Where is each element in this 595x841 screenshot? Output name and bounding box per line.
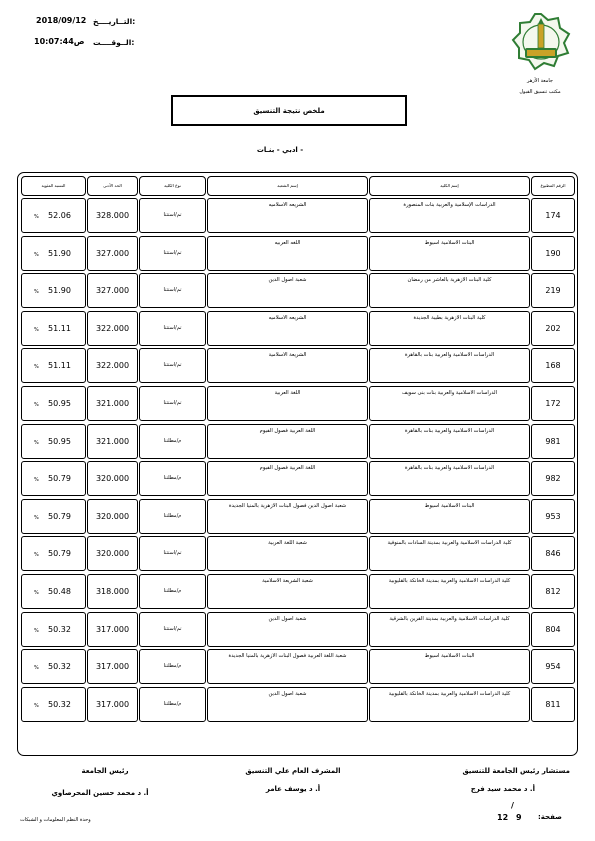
table-row — [0, 348, 595, 383]
signature-supervisor-name: أ. د يوسف عامر — [265, 785, 321, 793]
table-row — [0, 536, 595, 571]
row-type: م/مطلتنا — [163, 701, 182, 707]
row-code: 846 — [545, 549, 561, 558]
signature-president-name: أ. د محمد حسين المحرصاوي — [51, 789, 149, 797]
row-branch: اللغة العربية فصول الفيوم — [259, 465, 316, 471]
university-seal-icon — [510, 12, 572, 72]
row-percent: 51.90 — [48, 249, 71, 258]
university-name: جامعة الأزهر — [526, 78, 554, 84]
row-type: تم/استثنا — [163, 325, 182, 331]
row-percent: 50.79 — [48, 549, 71, 558]
row-college: كلية الدراسات الاسلامية والعربية بمدينة القرين بالشرقية — [389, 616, 510, 622]
row-branch: اللغه العربيه — [274, 240, 301, 246]
row-branch: شعبة اصول الدين فصول البنات الازهرية بالمنيا الجديدة — [228, 503, 347, 509]
row-min-score: 320.000 — [95, 549, 130, 558]
row-type: تم/استثنا — [163, 250, 182, 256]
row-code: 168 — [545, 361, 561, 370]
row-percent-sign: % — [34, 402, 39, 408]
row-college: كلية الدراسات الاسلامية والعربية بمدينة السادات بالمنوفية — [387, 540, 512, 546]
table-row — [0, 649, 595, 684]
row-code: 981 — [545, 437, 561, 446]
header-min-score: الحد الأدنى — [87, 176, 138, 196]
row-type: تم/استثنا — [163, 550, 182, 556]
university-logo — [510, 12, 572, 72]
row-type: تم/استثنا — [163, 287, 182, 293]
row-code: 811 — [545, 700, 561, 709]
row-type: تم/استثنا — [163, 212, 182, 218]
row-percent: 50.95 — [48, 399, 71, 408]
row-min-score: 321.000 — [95, 437, 130, 446]
row-min-score: 317.000 — [95, 662, 130, 671]
row-min-score: 327.000 — [95, 249, 130, 258]
department-name: وحدة النظم المعلومات و الشبكات — [20, 817, 91, 823]
row-college: كلية البنات الازهرية بالعاشر من رمضان — [407, 277, 492, 283]
row-percent-sign: % — [34, 289, 39, 295]
signature-coordinator-title: مستشار رئيس الجامعة للتنسيق — [462, 767, 570, 775]
table-row — [0, 198, 595, 233]
row-min-score: 322.000 — [95, 361, 130, 370]
row-percent-sign: % — [34, 515, 39, 521]
row-percent-sign: % — [34, 214, 39, 220]
table-row — [0, 687, 595, 722]
report-title: ملخص نتيجة التنسيق — [171, 95, 407, 126]
date-value: 2018/09/12 — [36, 16, 87, 25]
row-code: 982 — [545, 474, 561, 483]
table-row — [0, 273, 595, 308]
row-branch: الشريعه الاسلاميه — [268, 202, 307, 208]
row-percent: 50.48 — [48, 587, 71, 596]
header-college: إسم الكلية — [369, 176, 530, 196]
table-row — [0, 236, 595, 271]
page-number-total: 12 — [497, 813, 509, 822]
header-code: الرقم المطبوع — [531, 176, 575, 196]
row-code: 804 — [545, 625, 561, 634]
row-college: كلية الدراسات الاسلامية والعربية بمدينة الخانكة بالقليوبية — [388, 691, 511, 697]
row-min-score: 320.000 — [95, 512, 130, 521]
row-type: م/مطلتنا — [163, 438, 182, 444]
row-branch: اللغة العربية فصول الفيوم — [259, 428, 316, 434]
row-min-score: 328.000 — [95, 211, 130, 220]
row-type: تم/استثنا — [163, 362, 182, 368]
row-type: م/مطلتنا — [163, 475, 182, 481]
row-percent: 50.32 — [48, 700, 71, 709]
row-min-score: 321.000 — [95, 399, 130, 408]
row-percent-sign: % — [34, 552, 39, 558]
table-row — [0, 424, 595, 459]
row-percent-sign: % — [34, 703, 39, 709]
date-label: التــاريــــخ: — [93, 17, 136, 26]
row-branch: شعبة اللغة العربية — [268, 540, 307, 546]
table-row — [0, 311, 595, 346]
row-percent: 50.95 — [48, 437, 71, 446]
row-percent-sign: % — [34, 440, 39, 446]
row-branch: شعبة اصول الدين — [268, 691, 307, 697]
row-college: البنات الاسلامية اسيوط — [424, 653, 475, 659]
row-percent-sign: % — [34, 477, 39, 483]
row-college: الدراسات الاسلامية والعربية بنات بالقاهرة — [404, 352, 495, 358]
row-min-score: 320.000 — [95, 474, 130, 483]
row-type: م/مطلتنا — [163, 513, 182, 519]
row-college: كلية الدراسات الاسلامية والعربية بمدينة الخانكة بالقليوبية — [388, 578, 511, 584]
row-college: الدراسات الاسلامية والعربية بنات بنى سويف — [401, 390, 498, 396]
row-branch: الشريعه الاسلاميه — [268, 315, 307, 321]
row-college: الدراسات الاسلامية والعربية بنات بالقاهرة — [404, 465, 495, 471]
row-percent: 50.79 — [48, 474, 71, 483]
table-row — [0, 574, 595, 609]
row-college: كلية البنات الازهرية بطيبة الجديدة — [413, 315, 486, 321]
row-percent: 51.11 — [48, 361, 71, 370]
row-percent-sign: % — [34, 590, 39, 596]
row-college: الدراسات الإسلامية والعربية بنات المنصورة — [403, 202, 496, 208]
row-type: تم/استثنا — [163, 626, 182, 632]
row-code: 190 — [545, 249, 561, 258]
row-min-score: 317.000 — [95, 700, 130, 709]
table-row — [0, 612, 595, 647]
row-percent: 51.90 — [48, 286, 71, 295]
header-percent: النسبة المئوية — [21, 176, 86, 196]
page-number-current: 9 — [516, 813, 522, 822]
header-branch: إسم الشعبة — [207, 176, 368, 196]
row-branch: اللغة العربية — [274, 390, 301, 396]
row-branch: شعبة الشريعة الاسلامية — [262, 578, 313, 584]
row-percent-sign: % — [34, 327, 39, 333]
time-label: الــوقــــت: — [93, 38, 135, 47]
row-branch: الشريعة الاسلامية — [268, 352, 307, 358]
row-percent: 51.11 — [48, 324, 71, 333]
row-type: تم/استثنا — [163, 400, 182, 406]
header-type: نوع الكلية — [139, 176, 206, 196]
row-code: 202 — [545, 324, 561, 333]
row-percent-sign: % — [34, 665, 39, 671]
signature-coordinator-name: أ. د محمد سيد فرج — [470, 785, 535, 793]
row-percent-sign: % — [34, 628, 39, 634]
row-college: البنات الاسلامية اسيوط — [424, 503, 475, 509]
page-label: صفحة: — [538, 813, 562, 821]
row-code: 172 — [545, 399, 561, 408]
signature-supervisor-title: المشرف العام علي التنسيق — [245, 767, 341, 775]
row-code: 953 — [545, 512, 561, 521]
table-row — [0, 386, 595, 421]
row-percent: 52.06 — [48, 211, 71, 220]
row-type: م/مطلتنا — [163, 663, 182, 669]
row-code: 954 — [545, 662, 561, 671]
row-code: 219 — [545, 286, 561, 295]
page-number-sep: / — [511, 801, 514, 810]
signature-president-title: رئيس الجامعة — [81, 767, 129, 775]
row-percent-sign: % — [34, 252, 39, 258]
row-branch: شعبة اصول الدين — [268, 277, 307, 283]
office-name: مكتب تنسيق القبول — [519, 89, 561, 95]
row-percent: 50.32 — [48, 625, 71, 634]
row-branch: شعبة اللغة العربية فصول البنات الازهرية بالمنيا الجديدة — [228, 653, 347, 659]
row-min-score: 318.000 — [95, 587, 130, 596]
report-subtitle: - ادبي - بنـات — [256, 146, 304, 154]
row-min-score: 322.000 — [95, 324, 130, 333]
row-code: 174 — [545, 211, 561, 220]
time-value: ص10:07:44 — [34, 37, 85, 46]
table-row — [0, 461, 595, 496]
row-code: 812 — [545, 587, 561, 596]
table-row — [0, 499, 595, 534]
row-min-score: 317.000 — [95, 625, 130, 634]
row-min-score: 327.000 — [95, 286, 130, 295]
row-percent-sign: % — [34, 364, 39, 370]
row-type: م/مطلتنا — [163, 588, 182, 594]
row-branch: شعبة اصول الدين — [268, 616, 307, 622]
row-college: البنات الاسلامية اسيوط — [424, 240, 475, 246]
row-percent: 50.32 — [48, 662, 71, 671]
row-college: الدراسات الاسلامية والعربية بنات بالقاهرة — [404, 428, 495, 434]
row-percent: 50.79 — [48, 512, 71, 521]
